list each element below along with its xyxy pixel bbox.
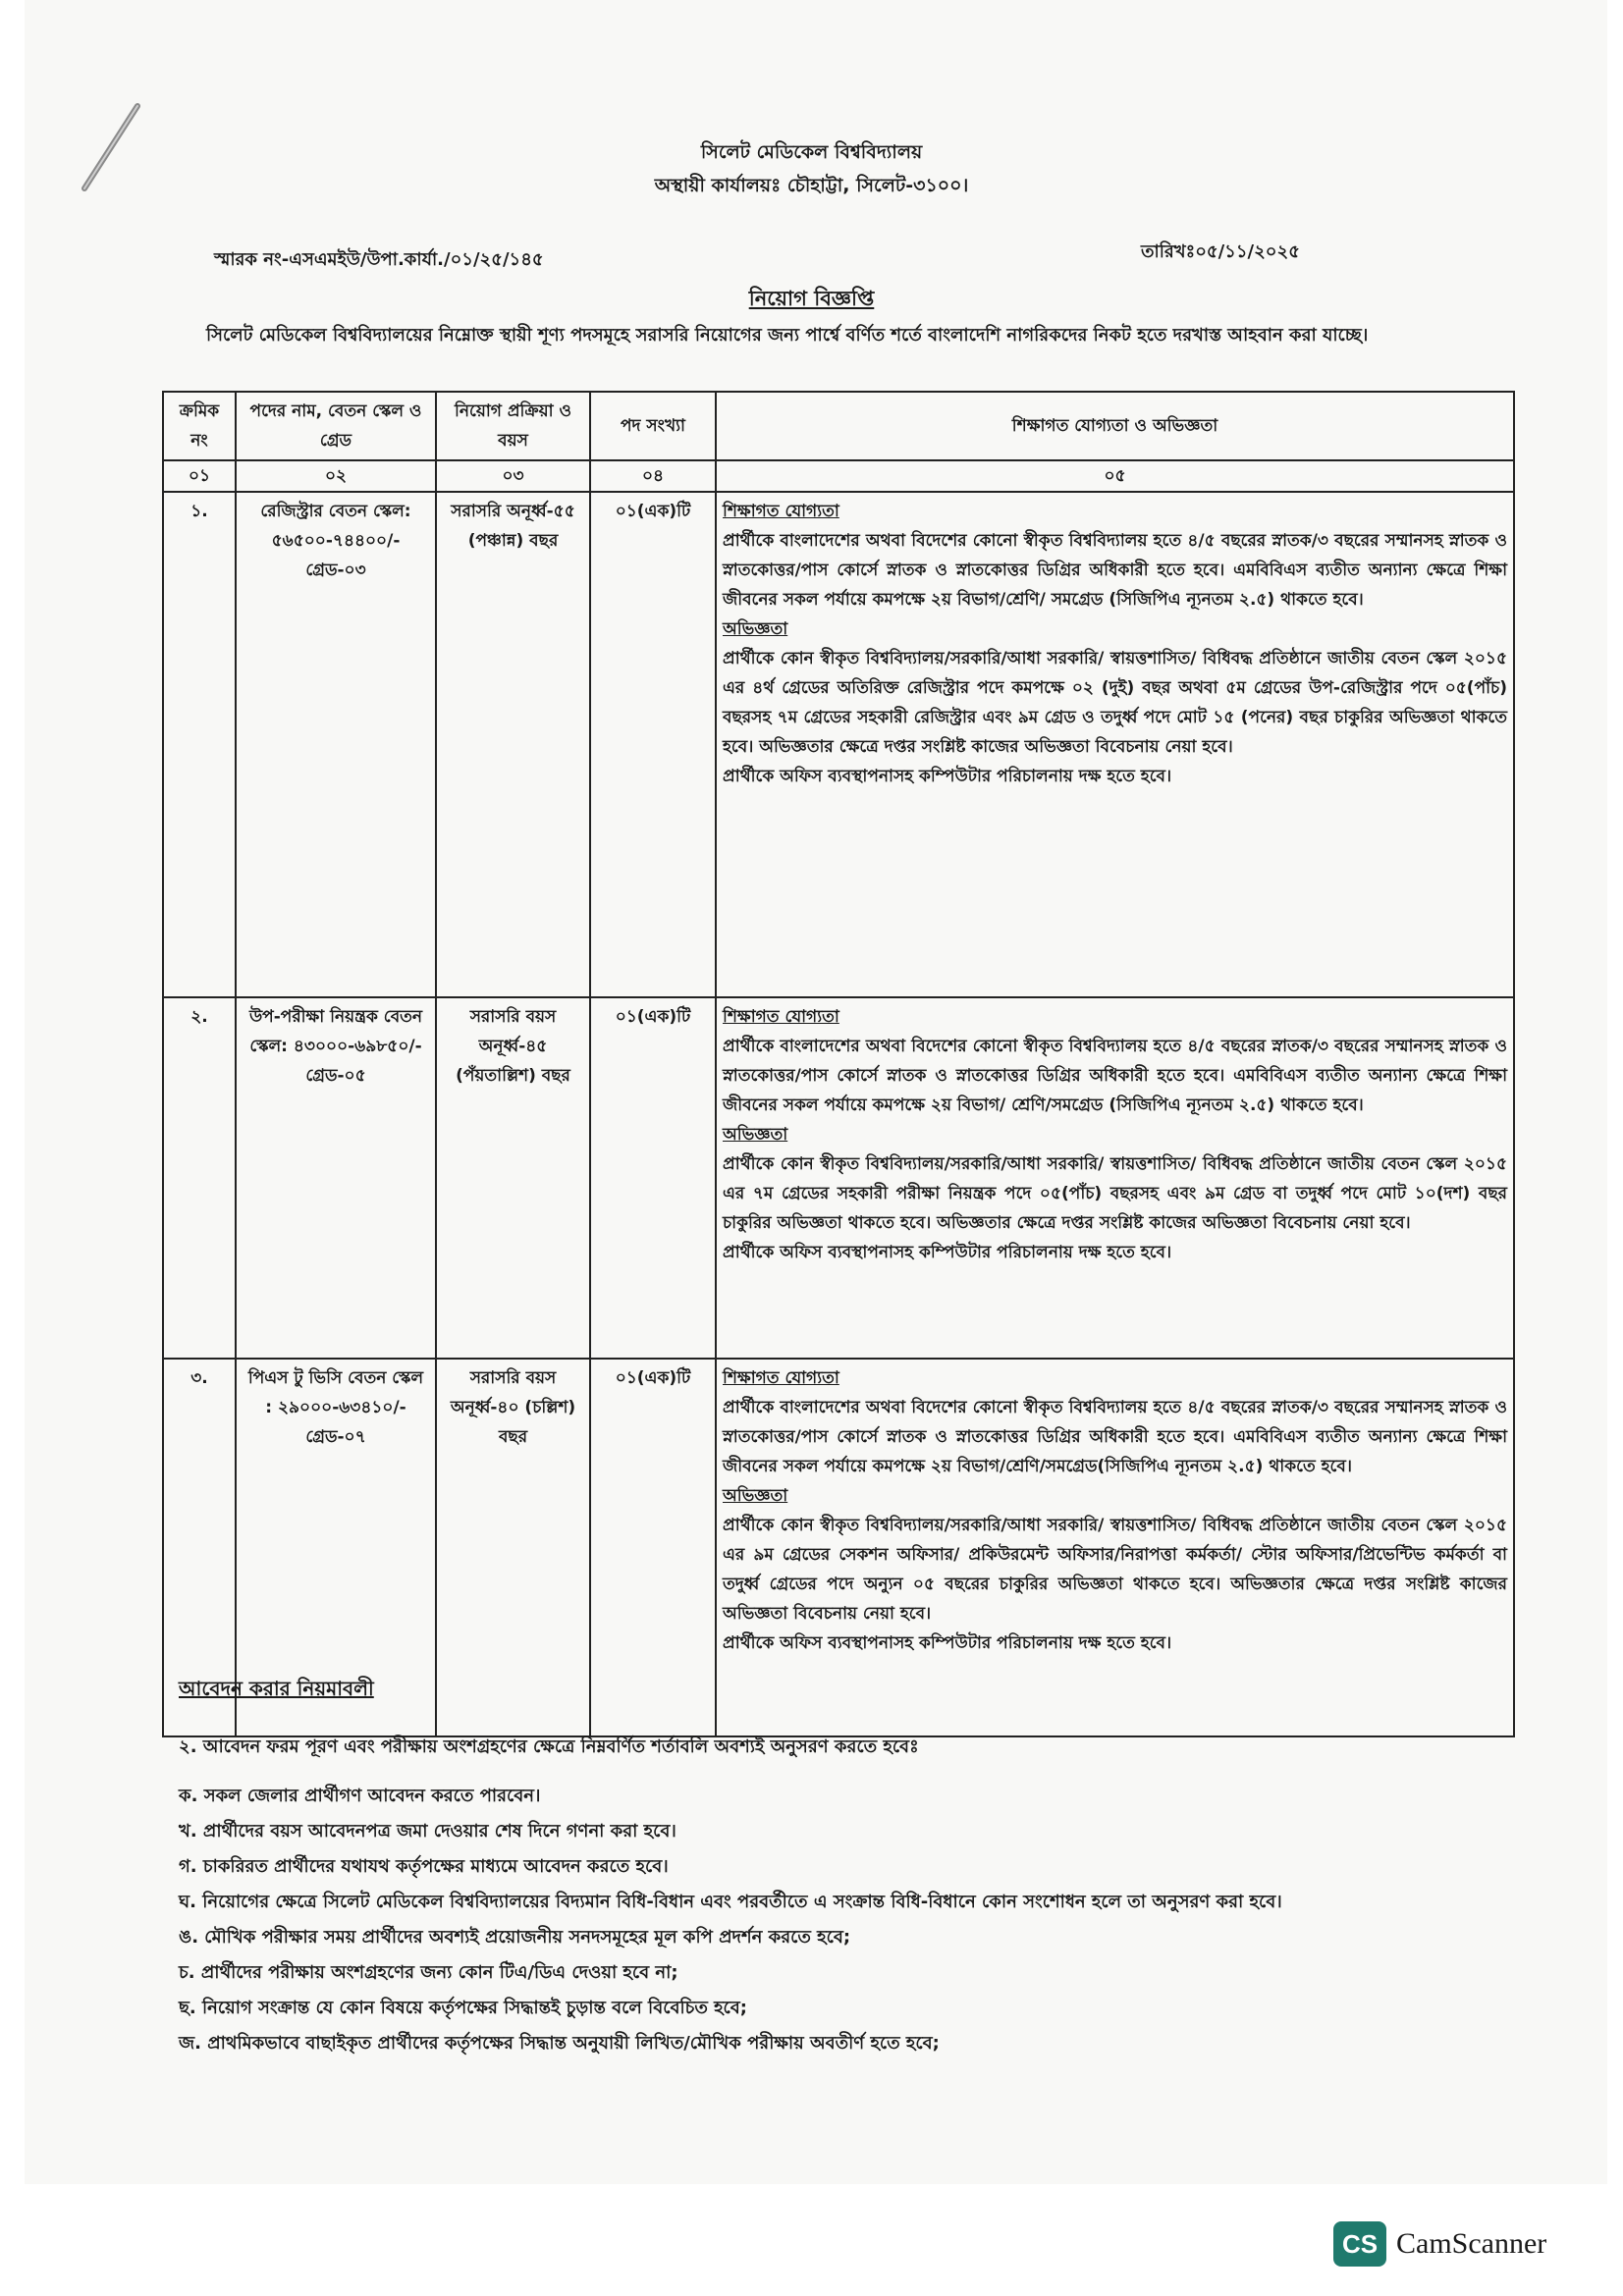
row-serial: ৩. bbox=[163, 1359, 236, 1736]
rule-item: জ. প্রাথমিকভাবে বাছাইকৃত প্রার্থীদের কর্তৃপক্ষের সিদ্ধান্ত অনুযায়ী লিখিত/মৌখিক পরীক্ষায় অবতীর্ণ হতে হবে; bbox=[179, 2033, 940, 2054]
rule-item: ছ. নিয়োগ সংক্রান্ত যে কোন বিষয়ে কর্তৃপক্ষের সিদ্ধান্তই চুড়ান্ত বলে বিবেচিত হবে; bbox=[179, 1998, 748, 2018]
row-qualification bbox=[716, 492, 1514, 997]
col-number: ০২ bbox=[236, 460, 436, 492]
rule-item: ক. সকল জেলার প্রার্থীগণ আবেদন করতে পারবেন। bbox=[179, 1786, 541, 1806]
row-post: রেজিস্ট্রার বেতন স্কেল: ৫৬৫০০-৭৪৪০০/- গ্রেড-০৩ bbox=[236, 492, 436, 997]
row-post: পিএস টু ভিসি বেতন স্কেল : ২৯০০০-৬৩৪১০/- গ্রেড-০৭ bbox=[236, 1359, 436, 1736]
camscanner-logo-icon: CS bbox=[1333, 2221, 1386, 2267]
computer-skill-text: প্রার্থীকে অফিস ব্যবস্থাপনাসহ কম্পিউটার পরিচালনায় দক্ষ হতে হবে। bbox=[723, 767, 1172, 786]
col-number: ০৩ bbox=[436, 460, 590, 492]
rule-item: চ. প্রার্থীদের পরীক্ষায় অংশগ্রহণের জন্য কোন টিএ/ডিএ দেওয়া হবে না; bbox=[179, 1962, 678, 1983]
row-process: সরাসরি বয়স অনূর্ধ্ব-৪৫ (পঁয়তাল্লিশ) বছর bbox=[436, 997, 590, 1359]
row-count: ০১(এক)টি bbox=[590, 492, 716, 997]
experience-heading: অভিজ্ঞতা bbox=[723, 619, 788, 639]
memo-number: স্মারক নং-এসএমইউ/উপা.কার্যা./০১/২৫/১৪৫ bbox=[214, 249, 544, 270]
col-number: ০৪ bbox=[590, 460, 716, 492]
row-count: ০১(এক)টি bbox=[590, 997, 716, 1359]
rules-intro: ২. আবেদন ফরম পূরণ এবং পরীক্ষায় অংশগ্রহণের ক্ষেত্রে নিম্নবর্ণিত শর্তাবলি অবশ্যই অনুসরণ করতে হবেঃ bbox=[179, 1736, 919, 1757]
row-serial: ২. bbox=[163, 997, 236, 1359]
education-text: প্রার্থীকে বাংলাদেশের অথবা বিদেশের কোনো স্বীকৃত বিশ্ববিদ্যালয় হতে ৪/৫ বছরের স্নাতক/৩ বছরের সম্মানসহ স্নাতক ও স্নাতকোত্তর/পাস কোর্সে স্নাতক ও স্নাতকোত্তর ডিগ্রির অধিকারী হতে হবে। এমবিবিএস ব্যতীত অন্যান্য ক্ষেত্রে শিক্ষা জীবনের সকল পর্যায়ে কমপক্ষে ২য় বিভাগ/ শ্রেণি/সমগ্রেড (সিজিপিএ ন্যূনতম ২.৫) থাকতে হবে। bbox=[723, 1037, 1507, 1115]
column-number-row bbox=[163, 460, 1514, 492]
row-serial: ১. bbox=[163, 492, 236, 997]
education-heading: শিক্ষাগত যোগ্যতা bbox=[723, 1368, 839, 1388]
vacancy-table bbox=[162, 391, 1515, 1737]
document-header bbox=[0, 135, 1623, 202]
row-process: সরাসরি বয়স অনূর্ধ্ব-৪০ (চল্লিশ) বছর bbox=[436, 1359, 590, 1736]
computer-skill-text: প্রার্থীকে অফিস ব্যবস্থাপনাসহ কম্পিউটার পরিচালনায় দক্ষ হতে হবে। bbox=[723, 1633, 1172, 1653]
computer-skill-text: প্রার্থীকে অফিস ব্যবস্থাপনাসহ কম্পিউটার পরিচালনায় দক্ষ হতে হবে। bbox=[723, 1243, 1172, 1262]
rule-item: ঙ. মৌখিক পরীক্ষার সময় প্রার্থীদের অবশ্যই প্রয়োজনীয় সনদসমূহের মূল কপি প্রদর্শন করতে হবে; bbox=[179, 1927, 851, 1948]
experience-text: প্রার্থীকে কোন স্বীকৃত বিশ্ববিদ্যালয়/সরকারি/আধা সরকারি/ স্বায়ত্তশাসিত/ বিধিবদ্ধ প্রতিষ্ঠানে জাতীয় বেতন স্কেল ২০১৫ এর ৭ম গ্রেডের সহকারী পরীক্ষা নিয়ন্ত্রক পদে ০৫(পাঁচ) বছরসহ এবং ৯ম গ্রেড বা তদুর্ধ্ব পদে মোট ১০(দশ) বছর চাকুরির অভিজ্ঞতা থাকতে হবে। অভিজ্ঞতার ক্ষেত্রে দপ্তর সংশ্লিষ্ট কাজের অভিজ্ঞতা বিবেচনায় নেয়া হবে। bbox=[723, 1154, 1507, 1233]
header-process: নিয়োগ প্রক্রিয়া ও বয়স bbox=[436, 392, 590, 460]
row-post: উপ-পরীক্ষা নিয়ন্ত্রক বেতন স্কেল: ৪৩০০০-৬৯৮৫০/- গ্রেড-০৫ bbox=[236, 997, 436, 1359]
experience-text: প্রার্থীকে কোন স্বীকৃত বিশ্ববিদ্যালয়/সরকারি/আধা সরকারি/ স্বায়ত্তশাসিত/ বিধিবদ্ধ প্রতিষ্ঠানে জাতীয় বেতন স্কেল ২০১৫ এর ৯ম গ্রেডের সেকশন অফিসার/ প্রকিউরমেন্ট অফিসার/নিরাপত্তা কর্মকর্তা/ স্টোর অফিসার/প্রিভেন্টিভ কর্মকর্তা বা তদুর্ধ্ব গ্রেডের পদে অন্যুন ০৫ বছরের চাকুরির অভিজ্ঞতা থাকতে হবে। অভিজ্ঞতার ক্ষেত্রে দপ্তর সংশ্লিষ্ট কাজের অভিজ্ঞতা বিবেচনায় নেয়া হবে। bbox=[723, 1516, 1507, 1624]
notice-date: তারিখঃ০৫/১১/২০২৫ bbox=[1141, 241, 1300, 262]
header-post: পদের নাম, বেতন স্কেল ও গ্রেড bbox=[236, 392, 436, 460]
university-name: সিলেট মেডিকেল বিশ্ববিদ্যালয় bbox=[700, 141, 923, 163]
row-qualification bbox=[716, 997, 1514, 1359]
education-heading: শিক্ষাগত যোগ্যতা bbox=[723, 1007, 839, 1027]
education-text: প্রার্থীকে বাংলাদেশের অথবা বিদেশের কোনো স্বীকৃত বিশ্ববিদ্যালয় হতে ৪/৫ বছরের স্নাতক/৩ বছরের সম্মানসহ স্নাতক ও স্নাতকোত্তর/পাস কোর্সে স্নাতক ও স্নাতকোত্তর ডিগ্রির অধিকারী হতে হবে। এমবিবিএস ব্যতীত অন্যান্য ক্ষেত্রে শিক্ষা জীবনের সকল পর্যায়ে কমপক্ষে ২য় বিভাগ/শ্রেণি/ সমগ্রেড (সিজিপিএ ন্যূনতম ২.৫) থাকতে হবে। bbox=[723, 531, 1507, 610]
camscanner-watermark bbox=[1333, 2220, 1546, 2268]
row-count: ০১(এক)টি bbox=[590, 1359, 716, 1736]
camscanner-brand-text: CamScanner bbox=[1396, 2227, 1547, 2260]
education-heading: শিক্ষাগত যোগ্যতা bbox=[723, 502, 839, 521]
table-row bbox=[163, 492, 1514, 997]
office-address: অস্থায়ী কার্যালয়ঃ চৌহাট্টা, সিলেট-৩১০০। bbox=[654, 175, 969, 196]
notice-title: নিয়োগ বিজ্ঞপ্তি bbox=[748, 287, 875, 310]
col-number: ০৫ bbox=[716, 460, 1514, 492]
table-row bbox=[163, 997, 1514, 1359]
row-process: সরাসরি অনূর্ধ্ব-৫৫ (পঞ্চান্ন) বছর bbox=[436, 492, 590, 997]
experience-heading: অভিজ্ঞতা bbox=[723, 1125, 788, 1145]
col-number: ০১ bbox=[163, 460, 236, 492]
rule-item: গ. চাকরিরত প্রার্থীদের যথাযথ কর্তৃপক্ষের মাধ্যমে আবেদন করতে হবে। bbox=[179, 1856, 669, 1877]
rules-title: আবেদন করার নিয়মাবলী bbox=[179, 1677, 374, 1700]
experience-heading: অভিজ্ঞতা bbox=[723, 1486, 788, 1506]
header-qualification: শিক্ষাগত যোগ্যতা ও অভিজ্ঞতা bbox=[716, 392, 1514, 460]
experience-text: প্রার্থীকে কোন স্বীকৃত বিশ্ববিদ্যালয়/সরকারি/আধা সরকারি/ স্বায়ত্তশাসিত/ বিধিবদ্ধ প্রতিষ্ঠানে জাতীয় বেতন স্কেল ২০১৫ এর ৪র্থ গ্রেডের অতিরিক্ত রেজিস্ট্রার পদে কমপক্ষে ০২ (দুই) বছর অথবা ৫ম গ্রেডের উপ-রেজিস্ট্রার পদে ০৫(পাঁচ) বছরসহ ৭ম গ্রেডের সহকারী রেজিস্ট্রার এবং ৯ম গ্রেড ও তদুর্ধ্ব পদে মোট ১৫ (পনের) বছর চাকুরির অভিজ্ঞতা থাকতে হবে। অভিজ্ঞতার ক্ষেত্রে দপ্তর সংশ্লিষ্ট কাজের অভিজ্ঞতা বিবেচনায় নেয়া হবে। bbox=[723, 649, 1507, 757]
application-rules bbox=[179, 1675, 1514, 2061]
table-header-row bbox=[163, 392, 1514, 460]
rule-item: খ. প্রার্থীদের বয়স আবেদনপত্র জমা দেওয়ার শেষ দিনে গণনা করা হবে। bbox=[179, 1821, 676, 1842]
education-text: প্রার্থীকে বাংলাদেশের অথবা বিদেশের কোনো স্বীকৃত বিশ্ববিদ্যালয় হতে ৪/৫ বছরের স্নাতক/৩ বছরের সম্মানসহ স্নাতক ও স্নাতকোত্তর/পাস কোর্সে স্নাতক ও স্নাতকোত্তর ডিগ্রির অধিকারী হতে হবে। এমবিবিএস ব্যতীত অন্যান্য ক্ষেত্রে শিক্ষা জীবনের সকল পর্যায়ে কমপক্ষে ২য় বিভাগ/শ্রেণি/সমগ্রেড(সিজিপিএ ন্যূনতম ২.৫) থাকতে হবে। bbox=[723, 1398, 1507, 1476]
header-count: পদ সংখ্যা bbox=[590, 392, 716, 460]
intro-paragraph: সিলেট মেডিকেল বিশ্ববিদ্যালয়ের নিম্নোক্ত স্থায়ী শূণ্য পদসমূহে সরাসরি নিয়োগের জন্য পার্শ্বে বর্ণিত শর্তে বাংলাদেশি নাগরিকদের নিকট হতে দরখাস্ত আহবান করা যাচ্ছে। bbox=[206, 325, 1369, 346]
rule-item: ঘ. নিয়োগের ক্ষেত্রে সিলেট মেডিকেল বিশ্ববিদ্যালয়ের বিদ্যমান বিধি-বিধান এবং পরবর্তীতে এ সংক্রান্ত বিধি-বিধানে কোন সংশোধন হলে তা অনুসরণ করা হবে। bbox=[179, 1892, 1282, 1912]
header-serial: ক্রমিক নং bbox=[163, 392, 236, 460]
